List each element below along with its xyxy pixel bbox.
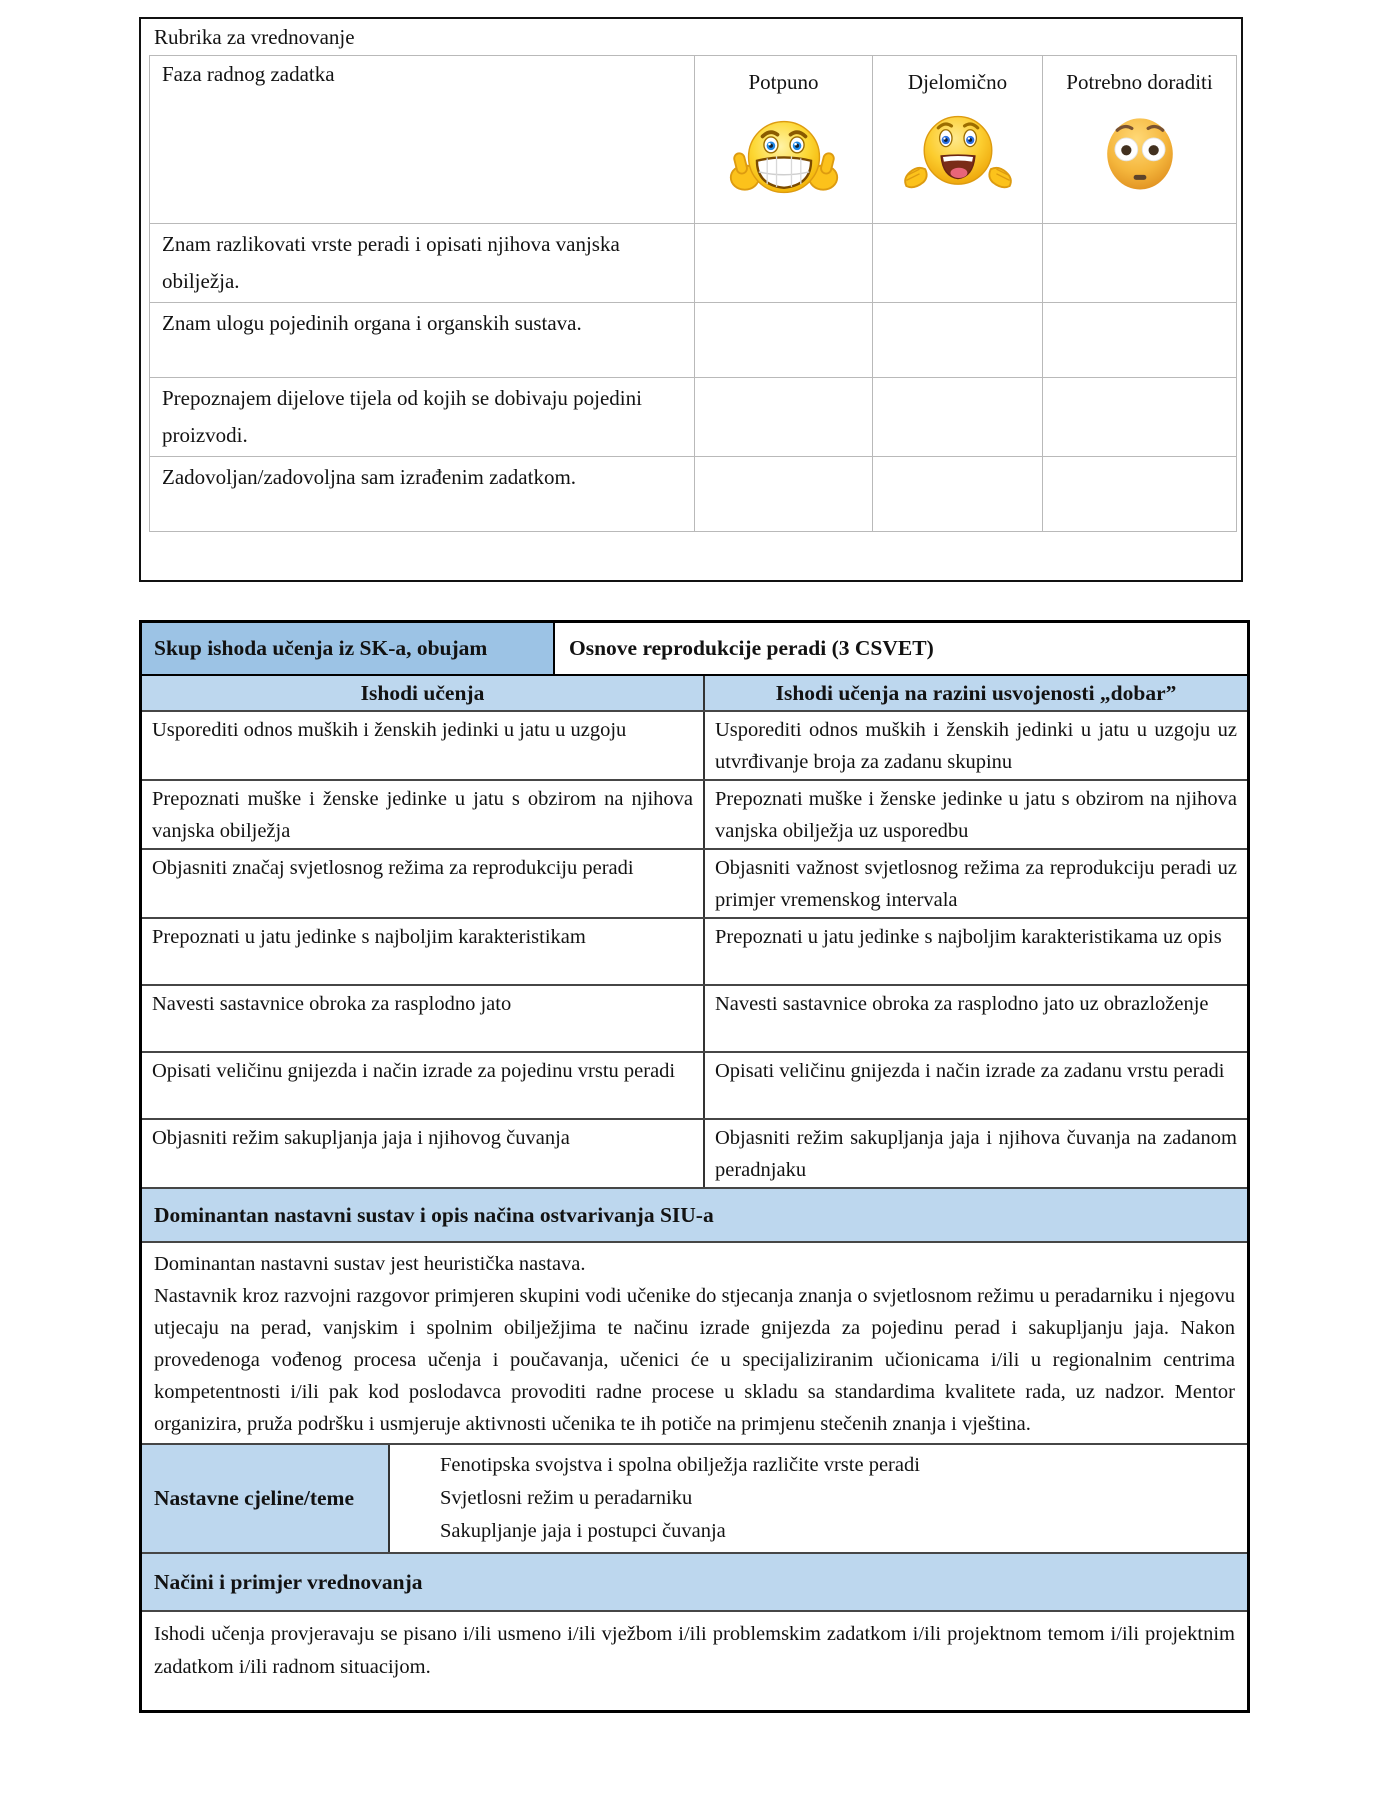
evaluation-description: Ishodi učenja provjeravaju se pisano i/ili usmeno i/ili vježbom i/ili problemskim zadatkom i/ili projektnom temom i/ili projektnim zadatkom i/ili radnom situacijom.	[154, 1623, 1235, 1678]
outcome-left: Usporediti odnos muških i ženskih jedinki u jatu u uzgoju	[152, 719, 627, 741]
dominant-paragraph-1: Dominantan nastavni sustav jest heuristička nastava.	[154, 1253, 586, 1275]
dominant-system-header: Dominantan nastavni sustav i opis načina ostvarivanja SIU-a	[142, 1189, 1247, 1243]
outcome-set-row	[142, 623, 1247, 676]
rubric-title: Rubrika za vrednovanje	[154, 25, 355, 49]
teaching-units-row	[142, 1445, 1247, 1554]
rubric-level-djelomicno	[873, 56, 1043, 224]
rubric-card	[139, 17, 1243, 582]
rubric-cell-empty	[1043, 224, 1237, 303]
rubric-cell-empty	[1043, 303, 1237, 378]
outcome-left: Prepoznati muške i ženske jedinke u jatu s obzirom na njihova vanjska obilježja	[152, 788, 693, 842]
rubric-cell-empty	[695, 303, 873, 378]
grin-thumbs-up-icon	[696, 109, 871, 205]
rubric-cell-empty	[873, 457, 1043, 532]
outcome-row	[142, 986, 1247, 1053]
column-header-right: Ishodi učenja na razini usvojenosti „dobar”	[703, 676, 1247, 710]
evaluation-header: Načini i primjer vrednovanja	[142, 1554, 1247, 1612]
outcome-set-value: Osnove reprodukcije peradi (3 CSVET)	[553, 623, 1247, 674]
outcome-row	[142, 1053, 1247, 1120]
rubric-task: Znam razlikovati vrste peradi i opisati njihova vanjska obilježja.	[150, 224, 695, 303]
dominant-system-description	[142, 1243, 1247, 1445]
rubric-phase-header: Faza radnog zadatka	[150, 56, 695, 224]
rubric-cell-empty	[873, 224, 1043, 303]
outcome-row	[142, 850, 1247, 919]
dominant-paragraph-2: Nastavnik kroz razvojni razgovor primjeren skupini vodi učenike do stjecanja znanja o svjetlosnom režimu u peradarniku i njegovu utjecaju na perad, vanjskim i spolnim obilježjima te načinu izrade gnijezda za pojedinu perad i sakupljanju jaja. Nakon provedenoga vođenog procesa učenja i poučavanja, učenici će u specijaliziranim učionicama i/ili u regionalnim centrima kompetentnosti i/ili pak kod poslodavca provoditi radne procese u skladu sa standardima kvalitete rada, uz nadzor. Mentor organizira, pruža podršku i usmjeruje aktivnosti učenika te ih potiče na primjenu stečenih znanja i vještina.	[154, 1285, 1235, 1435]
outcome-row	[142, 712, 1247, 781]
column-header-left: Ishodi učenja	[142, 676, 703, 710]
outcome-left: Opisati veličinu gnijezda i način izrade za pojedinu vrstu peradi	[152, 1060, 676, 1082]
rubric-level-label: Djelomično	[907, 70, 1008, 94]
rubric-level-potrebno-doraditi	[1043, 56, 1237, 224]
teaching-unit: Svjetlosni režim u peradarniku	[440, 1487, 693, 1509]
rubric-cell-empty	[1043, 457, 1237, 532]
rubric-cell-empty	[873, 378, 1043, 457]
outcome-right: Objasniti režim sakupljanja jaja i njihova čuvanja na zadanom peradnjaku	[703, 1120, 1247, 1187]
outcome-row	[142, 1120, 1247, 1189]
outcome-right: Objasniti važnost svjetlosnog režima za reprodukciju peradi uz primjer vremenskog intervala	[703, 850, 1247, 917]
rubric-table	[149, 55, 1237, 532]
flushed-face-icon	[1044, 109, 1235, 197]
rubric-cell-empty	[1043, 378, 1237, 457]
document-page	[139, 0, 1250, 1713]
smiley-open-hands-icon	[874, 109, 1041, 203]
outcome-row	[142, 781, 1247, 850]
outcome-right: Usporediti odnos muških i ženskih jedinki u jatu u uzgoju uz utvrđivanje broja za zadanu skupinu	[703, 712, 1247, 779]
rubric-task: Zadovoljan/zadovoljna sam izrađenim zadatkom.	[150, 457, 695, 532]
teaching-units-list	[388, 1445, 1247, 1552]
rubric-level-potpuno	[695, 56, 873, 224]
rubric-task: Prepoznajem dijelove tijela od kojih se dobivaju pojedini proizvodi.	[150, 378, 695, 457]
outcome-set-label: Skup ishoda učenja iz SK-a, obujam	[142, 623, 553, 674]
teaching-unit: Sakupljanje jaja i postupci čuvanja	[440, 1520, 726, 1542]
rubric-cell-empty	[695, 378, 873, 457]
outcomes-table	[139, 620, 1250, 1713]
teaching-units-label: Nastavne cjeline/teme	[142, 1445, 388, 1552]
outcome-left: Objasniti režim sakupljanja jaja i njihovog čuvanja	[152, 1127, 570, 1149]
rubric-level-label: Potrebno doraditi	[1066, 70, 1213, 94]
outcome-right: Navesti sastavnice obroka za rasplodno jato uz obrazloženje	[703, 986, 1247, 1051]
teaching-unit: Fenotipska svojstva i spolna obilježja različite vrste peradi	[440, 1454, 920, 1476]
rubric-cell-empty	[695, 224, 873, 303]
outcome-row	[142, 919, 1247, 986]
rubric-cell-empty	[873, 303, 1043, 378]
outcome-left: Objasniti značaj svjetlosnog režima za reprodukciju peradi	[152, 857, 634, 879]
rubric-level-label: Potpuno	[748, 70, 819, 94]
outcome-right: Prepoznati muške i ženske jedinke u jatu s obzirom na njihova vanjska obilježja uz usporedbu	[703, 781, 1247, 848]
rubric-task: Znam ulogu pojedinih organa i organskih sustava.	[150, 303, 695, 378]
outcome-right: Prepoznati u jatu jedinke s najboljim karakteristikama uz opis	[703, 919, 1247, 984]
rubric-cell-empty	[695, 457, 873, 532]
outcome-left: Prepoznati u jatu jedinke s najboljim karakteristikam	[152, 926, 586, 948]
outcomes-column-headers	[142, 676, 1247, 712]
outcome-left: Navesti sastavnice obroka za rasplodno jato	[152, 993, 512, 1015]
outcome-right: Opisati veličinu gnijezda i način izrade za zadanu vrstu peradi	[703, 1053, 1247, 1118]
